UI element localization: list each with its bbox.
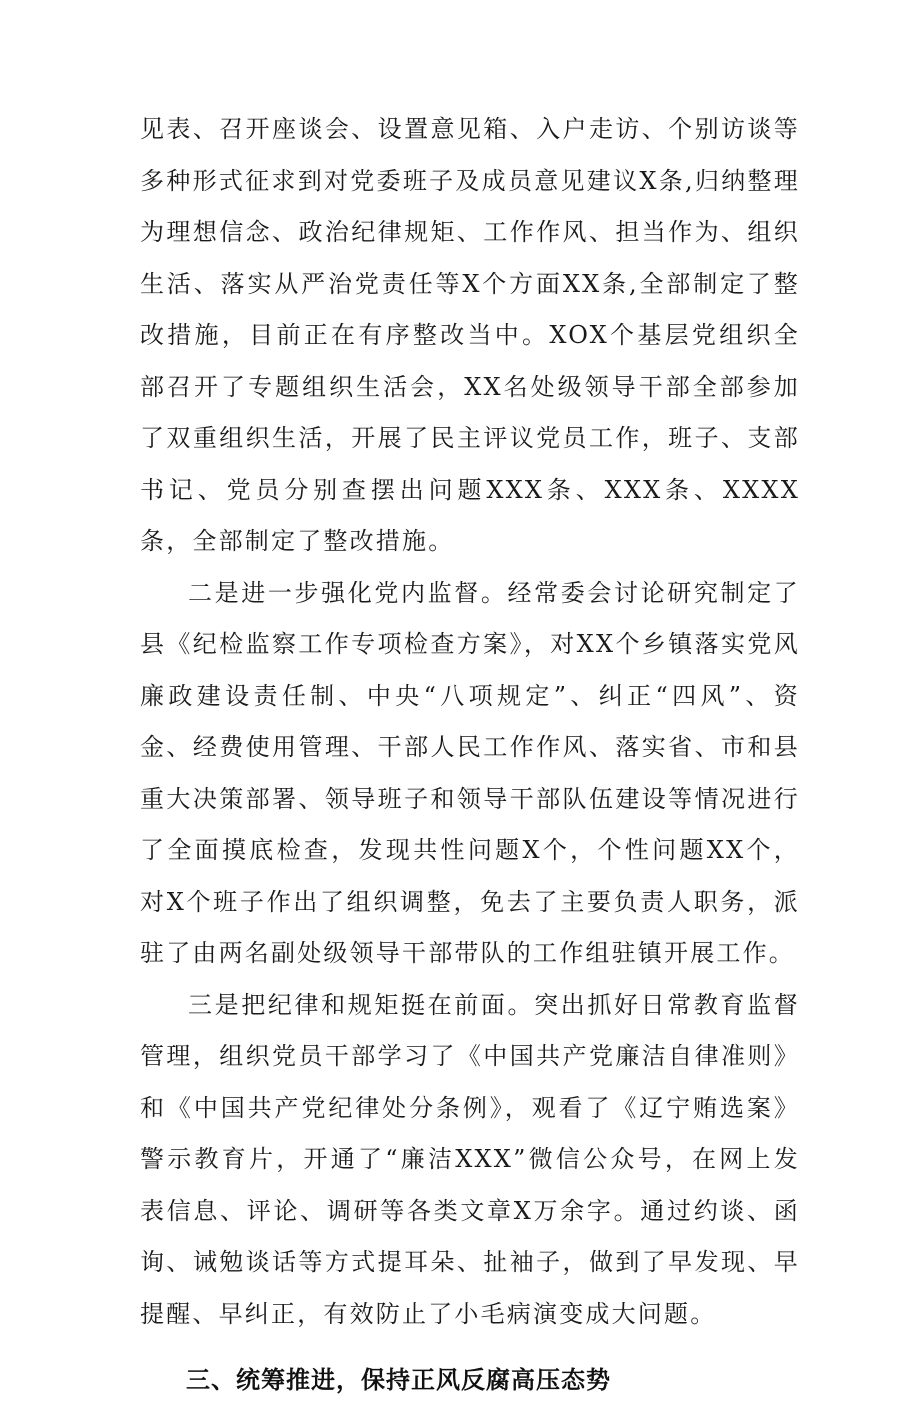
document-body: [140, 104, 800, 1406]
section-heading: 三、统筹推进，保持正风反腐高压态势: [186, 1366, 611, 1394]
body-paragraph-2: 二是进一步强化党内监督。经常委会讨论研究制定了县《纪检监察工作专项检查方案》，对XX个乡镇落实党风廉政建设责任制、中央“八项规定”、纠正“四风”、资金、经费使用管理、干部人民工作作风、落实省、市和县重大决策部署、领导班子和领导干部队伍建设等情况进行了全面摸底检查，发现共性问题X个，个性问题XX个，对X个班子作出了组织调整，免去了主要负责人职务，派驻了由两名副处级领导干部带队的工作组驻镇开展工作。: [140, 578, 800, 967]
body-paragraph-3: 三是把纪律和规矩挺在前面。突出抓好日常教育监督管理，组织党员干部学习了《中国共产党廉洁自律准则》和《中国共产党纪律处分条例》，观看了《辽宁贿选案》警示教育片，开通了“廉洁XXX”微信公众号，在网上发表信息、评论、调研等各类文章X万余字。通过约谈、函询、诫勉谈话等方式提耳朵、扯袖子，做到了早发现、早提醒、早纠正，有效防止了小毛病演变成大问题。: [140, 990, 800, 1328]
body-paragraph-1: 见表、召开座谈会、设置意见箱、入户走访、个别访谈等多种形式征求到对党委班子及成员意见建议X条,归纳整理为理想信念、政治纪律规矩、工作作风、担当作为、组织生活、落实从严治党责任等X个方面XX条,全部制定了整改措施，目前正在有序整改当中。XOX个基层党组织全部召开了专题组织生活会，XX名处级领导干部全部参加了双重组织生活，开展了民主评议党员工作，班子、支部书记、党员分别查摆出问题XXX条、XXX条、XXXX条，全部制定了整改措施。: [140, 115, 800, 555]
